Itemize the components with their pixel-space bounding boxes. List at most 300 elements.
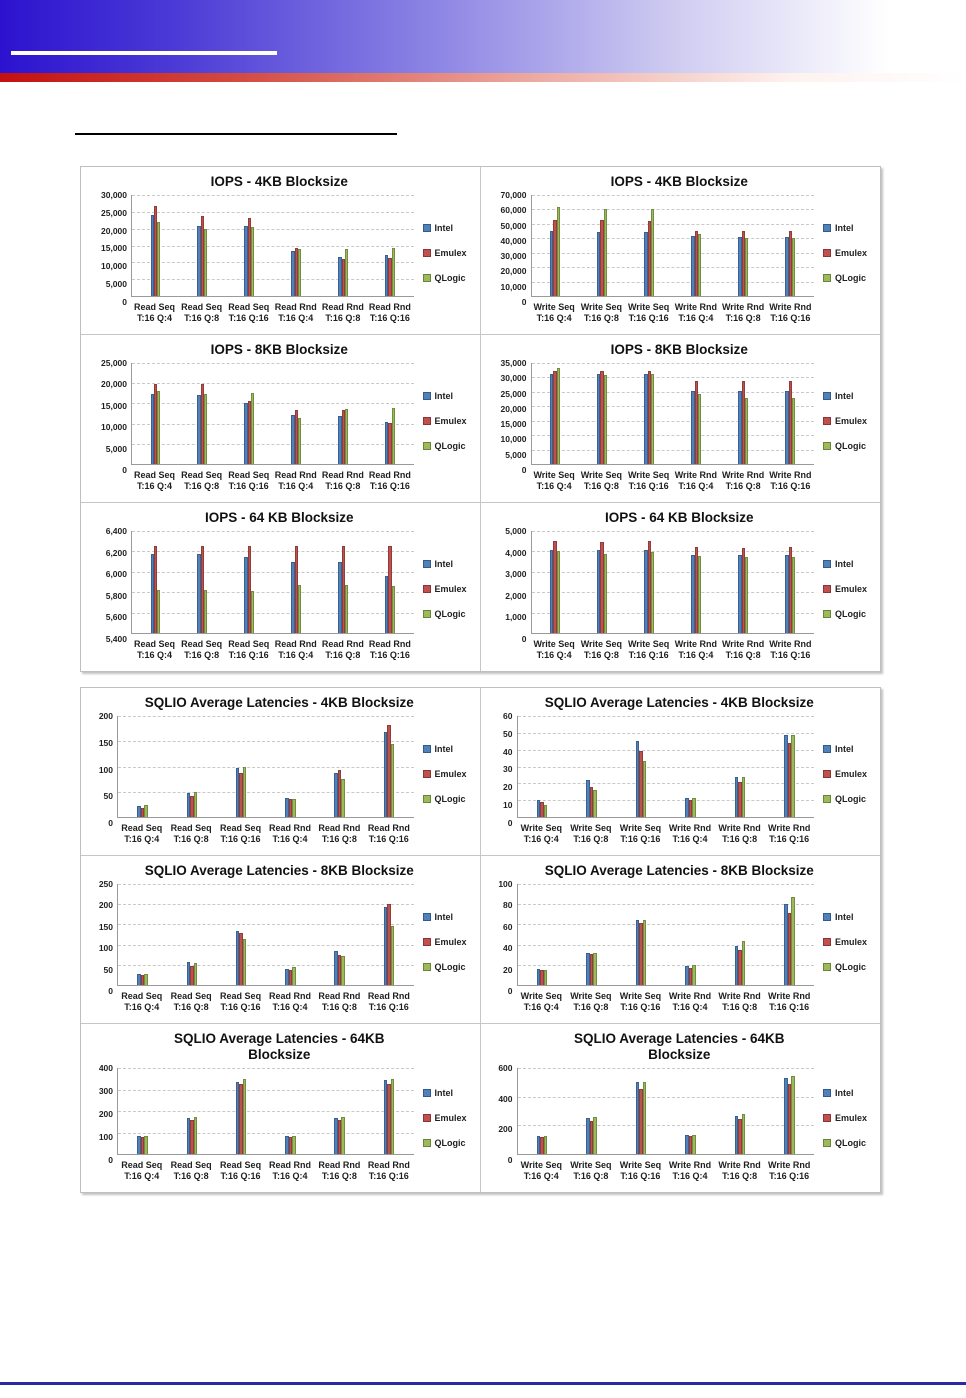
bar-group (226, 195, 273, 296)
bar-qlogic (157, 391, 160, 464)
y-axis-tick-label: 5,600 (105, 612, 127, 623)
x-category-label: Read Rnd T:16 Q:4 (274, 302, 317, 323)
bar-group (765, 716, 814, 817)
bar-qlogic (651, 552, 654, 633)
y-axis (487, 879, 517, 1019)
chart-body (487, 526, 873, 667)
y-axis (487, 358, 531, 498)
y-axis-tick-label: 1,000 (505, 612, 527, 623)
x-category-label: Write Rnd T:16 Q:4 (674, 470, 718, 491)
y-axis-spacer (487, 991, 513, 1019)
bar-group (320, 195, 367, 296)
y-axis-tick-label: 60,000 (500, 205, 527, 216)
y-axis-tick-label: 0 (521, 464, 527, 475)
y-axis-tick-label: 6,200 (105, 547, 127, 558)
y-axis (87, 358, 131, 498)
x-axis-labels (131, 465, 414, 498)
bar-qlogic (392, 586, 395, 633)
legend-label: Intel (434, 222, 454, 233)
bar-qlogic (604, 375, 607, 464)
bar-group (179, 531, 226, 633)
bar-group (315, 1068, 364, 1154)
x-category-label: Write Seq T:16 Q:16 (627, 639, 670, 660)
y-axis-tick-label: 400 (98, 1063, 113, 1073)
y-axis-tick-label: 15,000 (500, 419, 527, 430)
chart-body (87, 358, 472, 498)
legend-item (423, 441, 472, 451)
chart-main (117, 1068, 414, 1188)
plot-area (131, 195, 414, 297)
x-category-label: Write Rnd T:16 Q:16 (769, 639, 812, 660)
legend-swatch-icon (423, 560, 431, 568)
bar-qlogic (643, 920, 646, 985)
legend-swatch-icon (423, 249, 431, 257)
legend (814, 363, 872, 478)
x-category-label: Read Seq T:16 Q:8 (181, 470, 223, 491)
chart-cell (81, 167, 481, 335)
y-axis-tick-label: 40,000 (500, 235, 527, 246)
x-category-label: Write Seq T:16 Q:4 (520, 1160, 562, 1181)
bar-group (518, 1068, 567, 1154)
iops-chart-grid (80, 166, 881, 672)
y-axis-tick-label: 50 (103, 791, 113, 802)
bar-group (315, 716, 364, 817)
legend-item (823, 937, 872, 947)
plot-area (131, 531, 414, 634)
plot-area (117, 884, 414, 986)
chart-title: SQLIO Average Latencies - 4KB Blocksize (144, 695, 414, 710)
legend-swatch-icon (423, 938, 431, 946)
plot-area (531, 363, 815, 465)
legend-label: QLogic (835, 609, 866, 619)
chart-main (531, 363, 815, 498)
legend-label: QLogic (434, 1138, 466, 1148)
bar-group (132, 531, 179, 633)
y-axis-tick-label: 30 (503, 764, 513, 775)
legend-item (423, 559, 472, 569)
y-axis (87, 711, 117, 851)
bar-qlogic (391, 926, 394, 985)
y-axis-tick-label: 30,000 (500, 373, 527, 384)
bar-qlogic (791, 735, 794, 817)
y-axis-tick-label: 25,000 (101, 358, 127, 368)
y-axis-labels (87, 879, 113, 996)
bar-groups (532, 195, 815, 296)
bar-qlogic (194, 792, 197, 817)
legend-label: Intel (434, 390, 454, 401)
x-category-label: Read Seq T:16 Q:4 (134, 470, 176, 491)
bar-qlogic (144, 1136, 147, 1154)
y-axis-spacer (487, 470, 527, 498)
bar-group (118, 716, 167, 817)
bar-group (179, 363, 226, 464)
bar-qlogic (557, 551, 560, 633)
chart-title: SQLIO Average Latencies - 8KB Blocksize (144, 863, 414, 878)
y-axis-tick-label: 0 (507, 817, 513, 828)
bar-group (532, 195, 579, 296)
legend-item (423, 962, 472, 972)
bar-group (616, 884, 665, 985)
bar-qlogic (292, 1136, 295, 1154)
bar-group (273, 531, 320, 633)
chart-main (517, 1068, 815, 1188)
y-axis-tick-label: 25,000 (500, 388, 527, 399)
bar-qlogic (391, 1079, 394, 1154)
bar-group (315, 884, 364, 985)
bar-group (767, 363, 814, 464)
legend-label: Intel (835, 222, 854, 233)
bar-qlogic (745, 557, 748, 633)
x-category-label: Write Seq T:16 Q:4 (520, 823, 562, 844)
x-category-label: Write Seq T:16 Q:16 (627, 302, 670, 323)
x-category-label: Read Rnd T:16 Q:16 (368, 302, 411, 323)
y-axis-labels (487, 526, 527, 644)
bar-group (626, 195, 673, 296)
legend-label: Intel (434, 911, 454, 922)
latency-chart-grid (80, 687, 881, 1193)
y-axis-tick-label: 250 (98, 879, 113, 889)
chart-main (117, 716, 414, 851)
legend-swatch-icon (823, 938, 831, 946)
y-axis-tick-label: 25,000 (101, 207, 127, 218)
chart-main (531, 195, 815, 330)
y-axis-tick-label: 20,000 (101, 225, 127, 236)
bar-group (720, 531, 767, 633)
bar-group (167, 1068, 216, 1154)
y-axis-tick-label: 50,000 (500, 220, 527, 231)
bar-group (266, 1068, 315, 1154)
x-category-label: Read Seq T:16 Q:16 (220, 1160, 262, 1181)
legend-swatch-icon (823, 274, 831, 282)
y-axis-labels (87, 711, 113, 828)
x-category-label: Read Seq T:16 Q:8 (170, 991, 212, 1012)
y-axis-labels (87, 358, 127, 475)
x-category-label: Read Seq T:16 Q:4 (134, 639, 176, 660)
plot-area (117, 1068, 414, 1155)
legend-swatch-icon (423, 913, 431, 921)
y-axis-tick-label: 20 (503, 964, 513, 975)
y-axis-tick-label: 30,000 (101, 190, 127, 200)
plot-area (531, 195, 815, 297)
y-axis-spacer (87, 302, 127, 330)
bar-qlogic (204, 394, 207, 464)
legend-item (823, 1088, 872, 1098)
y-axis-tick-label: 0 (507, 985, 513, 996)
legend-swatch-icon (423, 442, 431, 450)
legend-swatch-icon (423, 795, 431, 803)
legend-swatch-icon (823, 442, 831, 450)
legend-swatch-icon (823, 795, 831, 803)
chart-cell (81, 688, 481, 856)
chart-title: SQLIO Average Latencies - 64KB Blocksize (573, 1031, 785, 1062)
y-axis-tick-label: 5,000 (105, 279, 127, 290)
x-category-label: Read Seq T:16 Q:4 (134, 302, 176, 323)
x-category-label: Read Seq T:16 Q:16 (228, 470, 270, 491)
chart-main (131, 531, 414, 667)
y-axis (87, 526, 131, 667)
bar-qlogic (292, 967, 295, 985)
x-category-label: Read Seq T:16 Q:8 (181, 639, 223, 660)
chart-cell (481, 856, 881, 1024)
y-axis-spacer (87, 991, 113, 1019)
legend-label: Emulex (434, 936, 467, 947)
chart-cell (81, 856, 481, 1024)
y-axis-tick-label: 6,400 (105, 526, 127, 536)
x-category-label: Write Seq T:16 Q:4 (520, 991, 562, 1012)
x-category-label: Write Rnd T:16 Q:8 (718, 1160, 761, 1181)
x-category-label: Read Seq T:16 Q:16 (220, 823, 262, 844)
legend-label: QLogic (434, 440, 466, 451)
y-axis-tick-label: 0 (521, 633, 527, 644)
x-category-label: Write Seq T:16 Q:8 (580, 302, 623, 323)
legend-swatch-icon (423, 585, 431, 593)
bar-group (518, 884, 567, 985)
header-white-rule (11, 51, 277, 55)
x-category-label: Read Rnd T:16 Q:8 (321, 639, 364, 660)
x-category-label: Write Rnd T:16 Q:4 (674, 302, 718, 323)
x-category-label: Write Seq T:16 Q:16 (627, 470, 670, 491)
legend-item (423, 273, 472, 283)
legend-item (823, 391, 872, 401)
bar-group (673, 363, 720, 464)
x-category-label: Write Rnd T:16 Q:4 (668, 991, 712, 1012)
chart-title: SQLIO Average Latencies - 8KB Blocksize (544, 863, 814, 878)
bar-qlogic (745, 398, 748, 464)
bar-qlogic (204, 590, 207, 633)
bar-group (367, 363, 414, 464)
bar-qlogic (144, 805, 147, 817)
x-category-label: Write Rnd T:16 Q:16 (768, 991, 811, 1012)
y-axis-tick-label: 100 (98, 1132, 113, 1142)
bar-group (579, 195, 626, 296)
legend (414, 1068, 472, 1168)
bar-qlogic (604, 554, 607, 633)
x-category-label: Read Rnd T:16 Q:8 (318, 823, 361, 844)
legend (814, 195, 872, 310)
bar-qlogic (298, 249, 301, 296)
legend-swatch-icon (823, 417, 831, 425)
bar-qlogic (557, 207, 560, 296)
bar-group (367, 195, 414, 296)
bar-qlogic (298, 585, 301, 633)
plot-area (517, 1068, 815, 1155)
legend-label: QLogic (835, 793, 866, 804)
y-axis-labels (87, 526, 127, 644)
chart-title: IOPS - 4KB Blocksize (610, 174, 748, 189)
bar-groups (118, 1068, 414, 1154)
x-axis-labels (517, 1155, 815, 1188)
bar-group (765, 1068, 814, 1154)
chart-cell (481, 503, 881, 671)
chart-title: IOPS - 8KB Blocksize (610, 342, 748, 357)
legend-item (423, 248, 472, 258)
y-axis-tick-label: 10,000 (500, 281, 527, 292)
y-axis-tick-label: 150 (98, 737, 113, 748)
legend (814, 716, 872, 831)
x-category-label: Read Seq T:16 Q:16 (228, 639, 270, 660)
bar-group (666, 716, 715, 817)
bar-group (579, 363, 626, 464)
legend-swatch-icon (423, 417, 431, 425)
x-category-label: Read Rnd T:16 Q:16 (367, 991, 410, 1012)
legend-item (423, 391, 472, 401)
x-category-label: Write Seq T:16 Q:8 (580, 470, 623, 491)
bar-group (767, 531, 814, 633)
x-category-label: Write Seq T:16 Q:4 (533, 639, 575, 660)
y-axis-tick-label: 80 (503, 900, 513, 911)
legend-label: Intel (434, 1088, 454, 1098)
legend-swatch-icon (823, 1139, 831, 1147)
bar-group (715, 884, 764, 985)
x-category-label: Write Seq T:16 Q:8 (570, 823, 612, 844)
y-axis-labels (87, 190, 127, 307)
bar-group (364, 1068, 413, 1154)
x-axis-labels (117, 1155, 414, 1188)
y-axis-tick-label: 40 (503, 943, 513, 954)
legend-swatch-icon (823, 224, 831, 232)
chart-cell (81, 335, 481, 503)
bar-qlogic (391, 744, 394, 817)
y-axis-tick-label: 400 (498, 1093, 513, 1104)
bar-qlogic (243, 767, 246, 818)
legend-item (423, 912, 472, 922)
y-axis (487, 1063, 517, 1188)
legend-label: Emulex (835, 936, 868, 947)
chart-cell (481, 1024, 881, 1192)
bar-group (579, 531, 626, 633)
bar-qlogic (251, 591, 254, 633)
bar-groups (118, 884, 414, 985)
bar-group (626, 531, 673, 633)
x-category-label: Write Rnd T:16 Q:8 (721, 302, 765, 323)
legend-label: Emulex (434, 1113, 467, 1123)
y-axis-tick-label: 3,000 (505, 569, 527, 580)
y-axis-spacer (487, 639, 527, 667)
chart-cell (81, 503, 481, 671)
y-axis (487, 190, 531, 330)
bar-group (666, 1068, 715, 1154)
y-axis-tick-label: 20,000 (500, 403, 527, 414)
x-category-label: Write Seq T:16 Q:16 (619, 823, 662, 844)
bar-qlogic (251, 393, 254, 465)
bar-group (673, 195, 720, 296)
legend-label: QLogic (434, 609, 466, 619)
bar-qlogic (651, 374, 654, 464)
bar-group (266, 884, 315, 985)
bar-qlogic (593, 1117, 596, 1154)
bar-qlogic (651, 209, 654, 296)
bar-group (217, 1068, 266, 1154)
legend-label: Emulex (835, 247, 868, 258)
x-category-label: Read Rnd T:16 Q:4 (268, 823, 311, 844)
y-axis-tick-label: 200 (498, 1124, 513, 1135)
bar-group (273, 195, 320, 296)
bar-groups (532, 531, 815, 633)
x-axis-labels (531, 297, 815, 330)
header-red-strip (0, 73, 966, 82)
bar-group (616, 716, 665, 817)
x-category-label: Write Rnd T:16 Q:4 (674, 639, 718, 660)
y-axis-tick-label: 50 (103, 964, 113, 975)
legend-item (823, 962, 872, 972)
legend-label: QLogic (835, 1138, 866, 1148)
section-heading-underline (75, 133, 397, 135)
legend-item (823, 441, 872, 451)
bar-group (266, 716, 315, 817)
bar-qlogic (544, 805, 547, 817)
legend-label: Intel (434, 559, 454, 569)
bar-group (715, 716, 764, 817)
legend-swatch-icon (423, 745, 431, 753)
bar-qlogic (742, 1114, 745, 1154)
y-axis-tick-label: 10,000 (500, 434, 527, 445)
legend-label: Emulex (434, 768, 467, 779)
bar-group (273, 363, 320, 464)
bar-qlogic (157, 222, 160, 296)
chart-cell (481, 688, 881, 856)
legend-swatch-icon (823, 1089, 831, 1097)
footer-rule (0, 1382, 966, 1385)
legend-swatch-icon (823, 585, 831, 593)
chart-body (487, 711, 873, 851)
y-axis-tick-label: 15,000 (101, 243, 127, 254)
bar-groups (132, 195, 414, 296)
x-category-label: Write Rnd T:16 Q:16 (769, 302, 812, 323)
y-axis-tick-label: 35,000 (500, 358, 527, 368)
legend-swatch-icon (423, 274, 431, 282)
x-category-label: Write Rnd T:16 Q:4 (668, 823, 712, 844)
legend-item (823, 416, 872, 426)
y-axis-tick-label: 30,000 (500, 251, 527, 262)
y-axis-tick-label: 100 (98, 764, 113, 775)
bar-group (720, 195, 767, 296)
bar-group (167, 884, 216, 985)
legend (414, 531, 472, 647)
bar-group (673, 531, 720, 633)
legend-label: Intel (434, 743, 454, 754)
chart-body (487, 358, 873, 498)
legend-label: Intel (835, 911, 854, 922)
y-axis-labels (487, 358, 527, 475)
bar-qlogic (298, 418, 301, 464)
legend-item (823, 769, 872, 779)
bar-qlogic (698, 394, 701, 464)
legend-label: QLogic (434, 793, 466, 804)
chart-main (531, 531, 815, 667)
x-category-label: Read Rnd T:16 Q:4 (274, 470, 317, 491)
bar-qlogic (692, 798, 695, 817)
bar-qlogic (292, 799, 295, 817)
bar-group (715, 1068, 764, 1154)
legend-item (423, 609, 472, 619)
bar-group (226, 531, 273, 633)
legend (414, 884, 472, 999)
legend-swatch-icon (823, 392, 831, 400)
legend-item (423, 416, 472, 426)
bar-qlogic (345, 409, 348, 464)
y-axis-tick-label: 10,000 (101, 422, 127, 433)
y-axis-tick-label: 5,000 (505, 526, 527, 536)
bar-group (720, 363, 767, 464)
legend-item (823, 1138, 872, 1148)
legend-label: QLogic (434, 272, 466, 283)
y-axis-spacer (87, 639, 127, 667)
x-axis-labels (131, 634, 414, 667)
legend-item (823, 223, 872, 233)
chart-cell (481, 335, 881, 503)
bar-qlogic (341, 1117, 344, 1154)
bar-qlogic (392, 408, 395, 464)
